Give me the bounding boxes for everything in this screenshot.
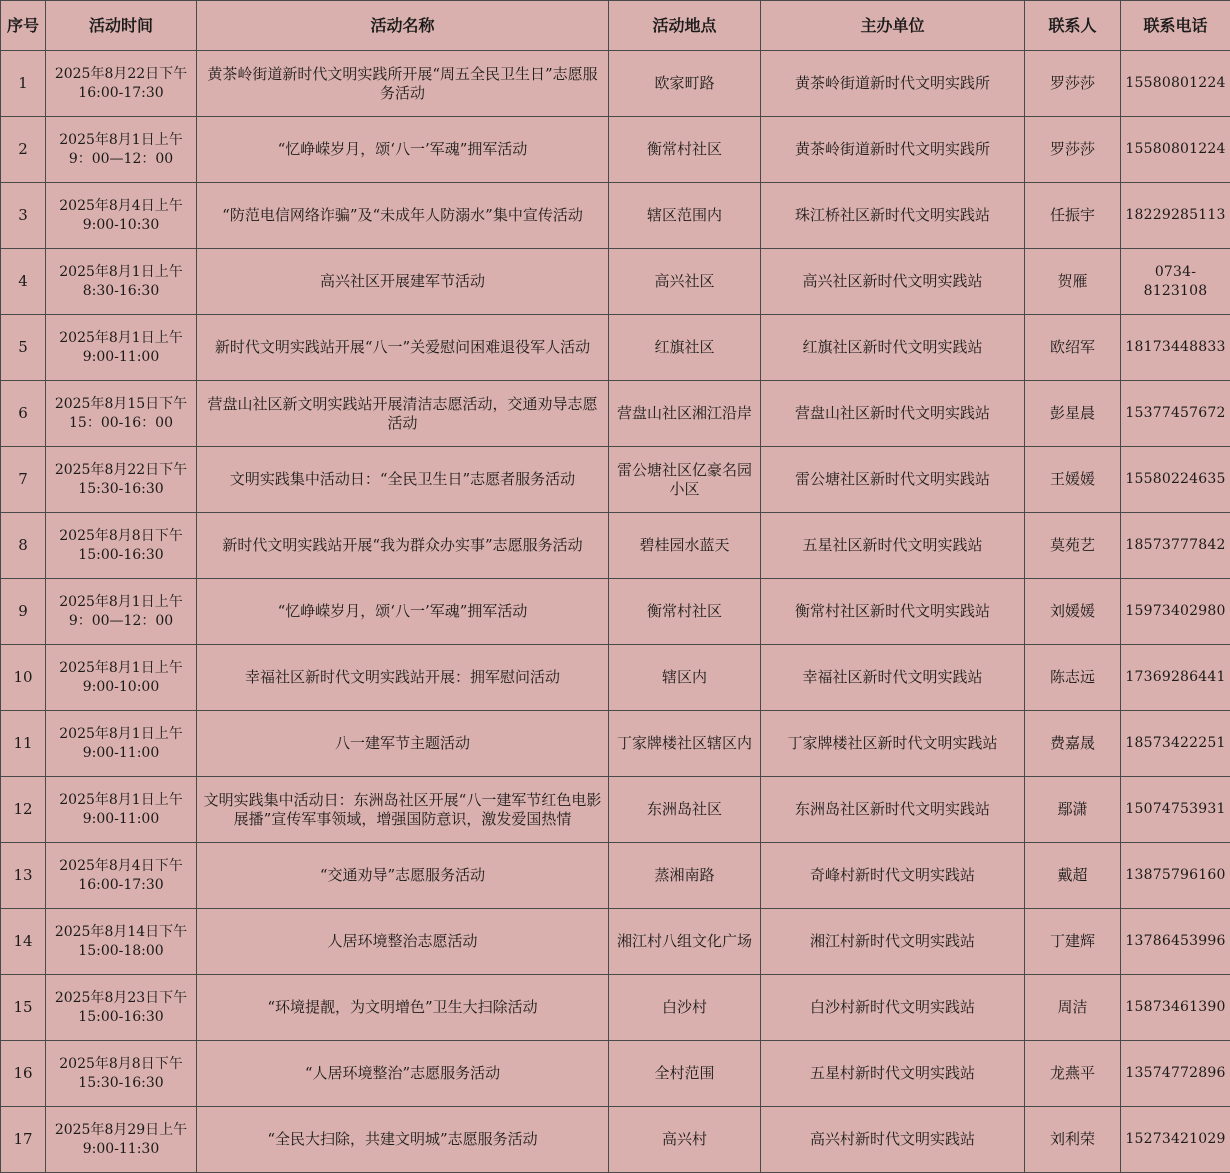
table-row <box>1 579 1230 645</box>
cell-activity-name: “交通劝导”志愿服务活动 <box>197 843 609 909</box>
cell-location: 高兴社区 <box>609 249 761 315</box>
cell-index: 8 <box>1 513 46 579</box>
table-row <box>1 1041 1230 1107</box>
cell-contact: 罗莎莎 <box>1025 117 1121 183</box>
cell-index: 13 <box>1 843 46 909</box>
cell-location: 辖区范围内 <box>609 183 761 249</box>
table-row <box>1 513 1230 579</box>
cell-time: 2025年8月23日下午 15:00-16:30 <box>46 975 197 1041</box>
cell-activity-name: 新时代文明实践站开展“八一”关爱慰问困难退役军人活动 <box>197 315 609 381</box>
cell-time: 2025年8月1日上午 9:00-10:00 <box>46 645 197 711</box>
table-row <box>1 645 1230 711</box>
cell-contact: 贺雁 <box>1025 249 1121 315</box>
table-body <box>1 51 1230 1173</box>
cell-organizer: 奇峰村新时代文明实践站 <box>761 843 1025 909</box>
table-row <box>1 183 1230 249</box>
cell-phone: 18229285113 <box>1121 183 1230 249</box>
header-contact: 联系人 <box>1025 1 1121 51</box>
cell-time: 2025年8月1日上午 9：00—12：00 <box>46 117 197 183</box>
cell-phone: 15074753931 <box>1121 777 1230 843</box>
header-phone: 联系电话 <box>1121 1 1230 51</box>
cell-time: 2025年8月1日上午 9:00-11:00 <box>46 315 197 381</box>
cell-index: 17 <box>1 1107 46 1173</box>
cell-time: 2025年8月8日下午 15:00-16:30 <box>46 513 197 579</box>
table-row <box>1 249 1230 315</box>
cell-index: 10 <box>1 645 46 711</box>
cell-organizer: 黄茶岭街道新时代文明实践所 <box>761 51 1025 117</box>
cell-time: 2025年8月4日下午 16:00-17:30 <box>46 843 197 909</box>
cell-contact: 周洁 <box>1025 975 1121 1041</box>
table-row <box>1 909 1230 975</box>
cell-activity-name: 文明实践集中活动日：“全民卫生日”志愿者服务活动 <box>197 447 609 513</box>
cell-contact: 费嘉晟 <box>1025 711 1121 777</box>
cell-activity-name: “环境提靓，为文明增色”卫生大扫除活动 <box>197 975 609 1041</box>
table-row <box>1 1107 1230 1173</box>
cell-location: 白沙村 <box>609 975 761 1041</box>
cell-phone: 15377457672 <box>1121 381 1230 447</box>
table-row <box>1 117 1230 183</box>
table-row <box>1 447 1230 513</box>
cell-activity-name: 新时代文明实践站开展“我为群众办实事”志愿服务活动 <box>197 513 609 579</box>
cell-phone: 0734-8123108 <box>1121 249 1230 315</box>
cell-organizer: 珠江桥社区新时代文明实践站 <box>761 183 1025 249</box>
cell-location: 全村范围 <box>609 1041 761 1107</box>
cell-location: 蒸湘南路 <box>609 843 761 909</box>
cell-organizer: 幸福社区新时代文明实践站 <box>761 645 1025 711</box>
cell-time: 2025年8月22日下午 15:30-16:30 <box>46 447 197 513</box>
table-row <box>1 711 1230 777</box>
cell-organizer: 丁家牌楼社区新时代文明实践站 <box>761 711 1025 777</box>
cell-organizer: 黄茶岭街道新时代文明实践所 <box>761 117 1025 183</box>
cell-time: 2025年8月8日下午 15:30-16:30 <box>46 1041 197 1107</box>
cell-activity-name: 人居环境整治志愿活动 <box>197 909 609 975</box>
cell-location: 欧家町路 <box>609 51 761 117</box>
cell-organizer: 白沙村新时代文明实践站 <box>761 975 1025 1041</box>
header-activity-name: 活动名称 <box>197 1 609 51</box>
table-row <box>1 975 1230 1041</box>
cell-activity-name: “全民大扫除，共建文明城”志愿服务活动 <box>197 1107 609 1173</box>
cell-organizer: 五星村新时代文明实践站 <box>761 1041 1025 1107</box>
cell-activity-name: 幸福社区新时代文明实践站开展：拥军慰问活动 <box>197 645 609 711</box>
header-organizer: 主办单位 <box>761 1 1025 51</box>
cell-index: 11 <box>1 711 46 777</box>
cell-index: 14 <box>1 909 46 975</box>
cell-activity-name: “防范电信网络诈骗”及“未成年人防溺水”集中宣传活动 <box>197 183 609 249</box>
cell-contact: 龙燕平 <box>1025 1041 1121 1107</box>
header-index: 序号 <box>1 1 46 51</box>
cell-phone: 18573777842 <box>1121 513 1230 579</box>
cell-activity-name: 黄茶岭街道新时代文明实践所开展“周五全民卫生日”志愿服务活动 <box>197 51 609 117</box>
cell-contact: 欧绍军 <box>1025 315 1121 381</box>
header-location: 活动地点 <box>609 1 761 51</box>
cell-location: 红旗社区 <box>609 315 761 381</box>
cell-phone: 15580801224 <box>1121 117 1230 183</box>
header-time: 活动时间 <box>46 1 197 51</box>
cell-contact: 鄢潇 <box>1025 777 1121 843</box>
cell-index: 6 <box>1 381 46 447</box>
cell-index: 3 <box>1 183 46 249</box>
cell-organizer: 东洲岛社区新时代文明实践站 <box>761 777 1025 843</box>
table-row <box>1 381 1230 447</box>
cell-phone: 15273421029 <box>1121 1107 1230 1173</box>
cell-time: 2025年8月14日下午 15:00-18:00 <box>46 909 197 975</box>
cell-contact: 戴超 <box>1025 843 1121 909</box>
cell-location: 高兴村 <box>609 1107 761 1173</box>
cell-location: 雷公塘社区亿豪名园小区 <box>609 447 761 513</box>
cell-activity-name: “忆峥嵘岁月，颂‘八一’军魂”拥军活动 <box>197 579 609 645</box>
cell-time: 2025年8月1日上午 9:00-11:00 <box>46 777 197 843</box>
cell-activity-name: 高兴社区开展建军节活动 <box>197 249 609 315</box>
cell-time: 2025年8月1日上午 9：00—12：00 <box>46 579 197 645</box>
table-row <box>1 315 1230 381</box>
table-row <box>1 777 1230 843</box>
cell-contact: 罗莎莎 <box>1025 51 1121 117</box>
cell-phone: 13786453996 <box>1121 909 1230 975</box>
cell-activity-name: 八一建军节主题活动 <box>197 711 609 777</box>
cell-phone: 15973402980 <box>1121 579 1230 645</box>
cell-index: 4 <box>1 249 46 315</box>
cell-contact: 刘利荣 <box>1025 1107 1121 1173</box>
cell-location: 营盘山社区湘江沿岸 <box>609 381 761 447</box>
cell-index: 1 <box>1 51 46 117</box>
table-row <box>1 843 1230 909</box>
cell-time: 2025年8月29日上午 9:00-11:30 <box>46 1107 197 1173</box>
cell-phone: 17369286441 <box>1121 645 1230 711</box>
cell-organizer: 五星社区新时代文明实践站 <box>761 513 1025 579</box>
cell-time: 2025年8月22日下午 16:00-17:30 <box>46 51 197 117</box>
cell-location: 东洲岛社区 <box>609 777 761 843</box>
cell-phone: 15873461390 <box>1121 975 1230 1041</box>
cell-organizer: 高兴社区新时代文明实践站 <box>761 249 1025 315</box>
cell-location: 丁家牌楼社区辖区内 <box>609 711 761 777</box>
cell-time: 2025年8月15日下午 15：00-16：00 <box>46 381 197 447</box>
cell-phone: 13574772896 <box>1121 1041 1230 1107</box>
cell-index: 5 <box>1 315 46 381</box>
cell-contact: 任振宇 <box>1025 183 1121 249</box>
cell-index: 16 <box>1 1041 46 1107</box>
cell-contact: 陈志远 <box>1025 645 1121 711</box>
cell-location: 辖区内 <box>609 645 761 711</box>
cell-organizer: 红旗社区新时代文明实践站 <box>761 315 1025 381</box>
cell-contact: 王媛媛 <box>1025 447 1121 513</box>
cell-organizer: 营盘山社区新时代文明实践站 <box>761 381 1025 447</box>
cell-activity-name: 文明实践集中活动日：东洲岛社区开展“八一建军节红色电影展播”宣传军事领域，增强国防意识，激发爱国热情 <box>197 777 609 843</box>
cell-index: 7 <box>1 447 46 513</box>
cell-contact: 刘媛媛 <box>1025 579 1121 645</box>
cell-phone: 15580801224 <box>1121 51 1230 117</box>
cell-phone: 18173448833 <box>1121 315 1230 381</box>
cell-index: 9 <box>1 579 46 645</box>
cell-index: 2 <box>1 117 46 183</box>
cell-contact: 丁建辉 <box>1025 909 1121 975</box>
cell-activity-name: 营盘山社区新文明实践站开展清洁志愿活动，交通劝导志愿活动 <box>197 381 609 447</box>
cell-phone: 18573422251 <box>1121 711 1230 777</box>
cell-organizer: 高兴村新时代文明实践站 <box>761 1107 1025 1173</box>
table-row <box>1 51 1230 117</box>
cell-contact: 彭星晨 <box>1025 381 1121 447</box>
cell-organizer: 雷公塘社区新时代文明实践站 <box>761 447 1025 513</box>
cell-location: 碧桂园水蓝天 <box>609 513 761 579</box>
cell-organizer: 衡常村社区新时代文明实践站 <box>761 579 1025 645</box>
cell-time: 2025年8月1日上午 9:00-11:00 <box>46 711 197 777</box>
cell-phone: 13875796160 <box>1121 843 1230 909</box>
cell-index: 15 <box>1 975 46 1041</box>
cell-location: 衡常村社区 <box>609 579 761 645</box>
header-row <box>1 1 1230 51</box>
cell-organizer: 湘江村新时代文明实践站 <box>761 909 1025 975</box>
cell-time: 2025年8月1日上午 8:30-16:30 <box>46 249 197 315</box>
cell-phone: 15580224635 <box>1121 447 1230 513</box>
cell-contact: 莫苑艺 <box>1025 513 1121 579</box>
cell-location: 湘江村八组文化广场 <box>609 909 761 975</box>
cell-location: 衡常村社区 <box>609 117 761 183</box>
cell-time: 2025年8月4日上午 9:00-10:30 <box>46 183 197 249</box>
cell-activity-name: “人居环境整治”志愿服务活动 <box>197 1041 609 1107</box>
cell-activity-name: “忆峥嵘岁月，颂‘八一’军魂”拥军活动 <box>197 117 609 183</box>
cell-index: 12 <box>1 777 46 843</box>
